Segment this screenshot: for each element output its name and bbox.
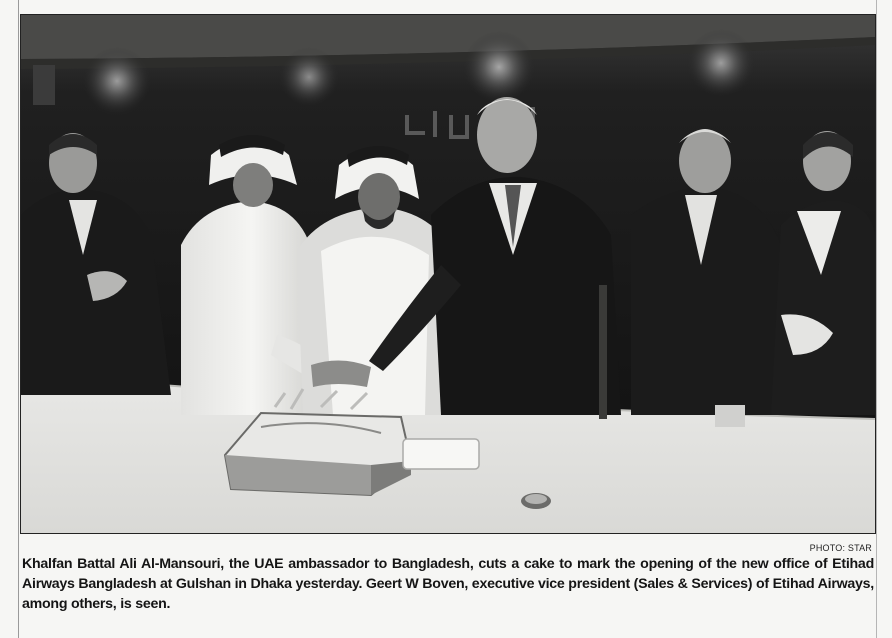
news-photo (20, 14, 876, 534)
photo-illustration (21, 15, 875, 533)
column-rule-right (876, 0, 877, 638)
photo-caption: Khalfan Battal Ali Al-Mansouri, the UAE ambassador to Bangladesh, cuts a cake to mark the opening of the new office of Etihad Airways Bangladesh at Gulshan in Dhaka yesterday. Geert W Boven, executive vice president (Sales & Services) of Etihad Airways, among others, is seen. (22, 556, 874, 612)
column-rule-left (18, 0, 19, 638)
photo-credit: PHOTO: STAR (809, 543, 872, 553)
